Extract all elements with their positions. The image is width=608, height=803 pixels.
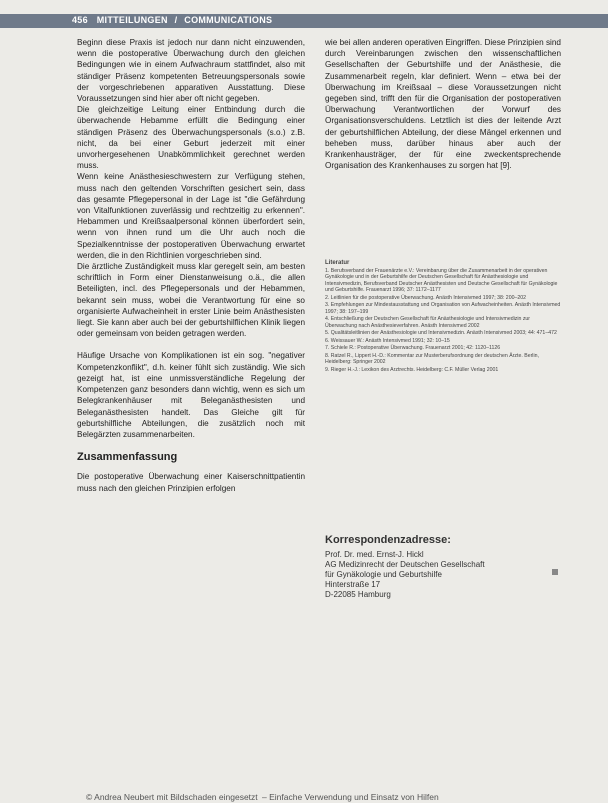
literature-item: 1. Berufsverband der Frauenärzte e.V.: Vereinbarung über die Zusammenarbeit in der operativen Gynäkologie und in der Geburtshilfe der Deutschen Gesellschaft für Anästhesiologie und Intensivmedizin, Berufsverband Deutscher Anästhesisten und Deutsche Gesellschaft für Gynäkologie und Geburtshilfe. Frauenarzt 1996; 37: 1172–1177 <box>325 267 558 293</box>
summary-paragraph: Die postoperative Überwachung einer Kaiserschnittpatientin muss nach den gleichen Prinzipien erfolgen <box>77 472 305 493</box>
literature-item: 7. Schiele R.: Postoperative Überwachung. Frauenarzt 2001; 42: 1120–1126 <box>325 345 501 351</box>
literature-list <box>325 268 561 374</box>
literature-heading: Literatur <box>325 260 350 266</box>
address-line: D-22085 Hamburg <box>325 590 391 599</box>
correspondence-block <box>325 534 561 600</box>
body-paragraph: Häufige Ursache von Komplikationen ist ein sog. "negativer Kompetenzkonflikt", d.h. keiner fühlt sich zuständig. Wie sich gezeigt hat, ist eine unmissverständliche Regelung der Kompetenzen ganz besonders dann wichtig, wenn es sich um Belegkrankenhäuser mit Beleganästhesisten und Beleganästhesisten handelt. Das Gleiche gilt für geburtshilfliche Abteilungen, die zusätzlich noch mit Belegärzten zusammenarbeiten. <box>77 351 305 439</box>
correspondence-heading: Korrespondenzadresse: <box>325 534 451 546</box>
address-line: Prof. Dr. med. Ernst-J. Hickl <box>325 550 424 559</box>
literature-item: 2. Leitlinien für die postoperative Überwachung. Anästh Intensivmed 1997; 38: 200–202 <box>325 294 527 301</box>
body-paragraph: Die ärztliche Zuständigkeit muss klar geregelt sein, am besten schriftlich in Form einer Dienstanweisung o.ä., die allen Beteiligten, incl. des Pflegepersonals und der Hebammen, bekannt sein muss, wobei die Verantwortung für eine so organisierte Aufwacheinheit in erster Linie beim Anästhesisten liegt. Sie kann aber auch bei der geburtshilflichen Klinik liegen oder gemeinsam von beiden getragen werden. <box>77 262 305 339</box>
body-paragraph: Beginn diese Praxis ist jedoch nur dann nicht einzuwenden, wenn die postoperative Überwachung durch den gleichen Bedingungen wie in einem Aufwachraum stattfindet, also mit ständiger Präsenz kompetenten Betreuungspersonals sowie der vorgeschriebenen apparativen Ausstattung. Diese Voraussetzungen sind hier aber oft nicht gegeben. <box>77 38 305 104</box>
body-paragraph: Die gleichzeitige Leitung einer Entbindung durch die überwachende Hebamme erfüllt die Bedingung einer ständigen Präsenz des Überwachungspersonals (s.o.) z.B. nicht, da bei einer Geburt jederzeit mit einer unvorhergesehenen Unabkömmlichkeit gerechnet werden muss. <box>77 105 305 171</box>
subsection-title: COMMUNICATIONS <box>184 15 273 25</box>
section-title: MITTEILUNGEN <box>96 15 168 25</box>
literature-item: 9. Rieger H.-J.: Lexikon des Arztrechts. Heidelberg: C.F. Müller Verlag 2001 <box>325 366 499 373</box>
running-header <box>72 15 272 25</box>
footer-copyright: © Andrea Neubert mit Bildschaden eingesetzt <box>86 792 258 802</box>
body-paragraph: wie bei allen anderen operativen Eingriffen. Diese Prinzipien sind durch Vereinbarungen zwischen den wissenschaftlichen Gesellschaften der Geburtshilfe und der Anästhesie, die Zusammenarbeit regeln, klar definiert. Wenn – etwa bei der Überwachung im Kreißsaal – diese Voraussetzungen nicht gegeben sind, trifft den für die Organisation der postoperativen Überwachung Verantwortlichen der Vorwurf des Organisationsverschuldens. Letztlich ist dies der leitende Arzt der geburtshilflichen Abteilung, der diese Mängel erkennen und beheben muss, darüber hinaus aber auch der Krankenhausträger, der für eine zweckentsprechende Organisation des Krankenhauses zu sorgen hat [9]. <box>325 38 561 171</box>
address-line: Hinterstraße 17 <box>325 580 381 589</box>
address-line: AG Medizinrecht der Deutschen Gesellschaft <box>325 560 485 569</box>
page-number: 456 <box>72 15 88 25</box>
body-paragraph: Wenn keine Anästhesieschwestern zur Verfügung stehen, muss nach den geltenden Vorschriften gesichert sein, dass das gesamte Pflegepersonal in der Lage ist "die Gefährdung von Vitalfunktionen zuverlässig und rechtzeitig zu erkennen". Hebammen und Kreißsaalpersonal können überfordert sein, wenn von ihnen rund um die Uhr auch noch die Spezialkenntnisse der postoperativen Überwachung erwartet werden, die in den Richtlinien vorgeschrieben sind. <box>77 172 305 260</box>
literature-item: 6. Weissauer W.: Anästh Intensivmed 1991; 32: 10–15 <box>325 337 450 344</box>
footer-text: – Einfache Verwendung und Einsatz von Hilfen <box>262 792 439 802</box>
left-column <box>77 37 305 494</box>
address-line: für Gynäkologie und Geburtshilfe <box>325 570 442 579</box>
right-column <box>325 37 561 171</box>
literature-item: 8. Ratzel R., Lippert H.-D.: Kommentar zur Musterberufsordnung der deutschen Ärzte. Berlin, Heidelberg: Springer 2002 <box>325 352 539 365</box>
literature-section <box>325 260 561 374</box>
footer <box>86 792 441 802</box>
literature-item: 5. Qualitätsleitlinien der Anästhesiologie und Intensivmedizin. Anästh Intensivmed 2003; 44: 471–472 <box>325 330 557 336</box>
paragraph-gap <box>77 339 305 350</box>
summary-heading: Zusammenfassung <box>77 451 178 464</box>
literature-item: 4. Entschließung der Deutschen Gesellschaft für Anästhesiologie und Intensivmedizin zur Überwachung nach Anästhesieverfahren. Anästh Intensivmed 2002 <box>325 316 531 329</box>
header-separator: / <box>174 15 178 25</box>
literature-item: 3. Empfehlungen zur Mindestausstattung und Organisation von Aufwacheinheiten. Anästh Intensivmed 1997; 38: 197–199 <box>325 302 561 315</box>
end-mark-square <box>552 569 558 575</box>
